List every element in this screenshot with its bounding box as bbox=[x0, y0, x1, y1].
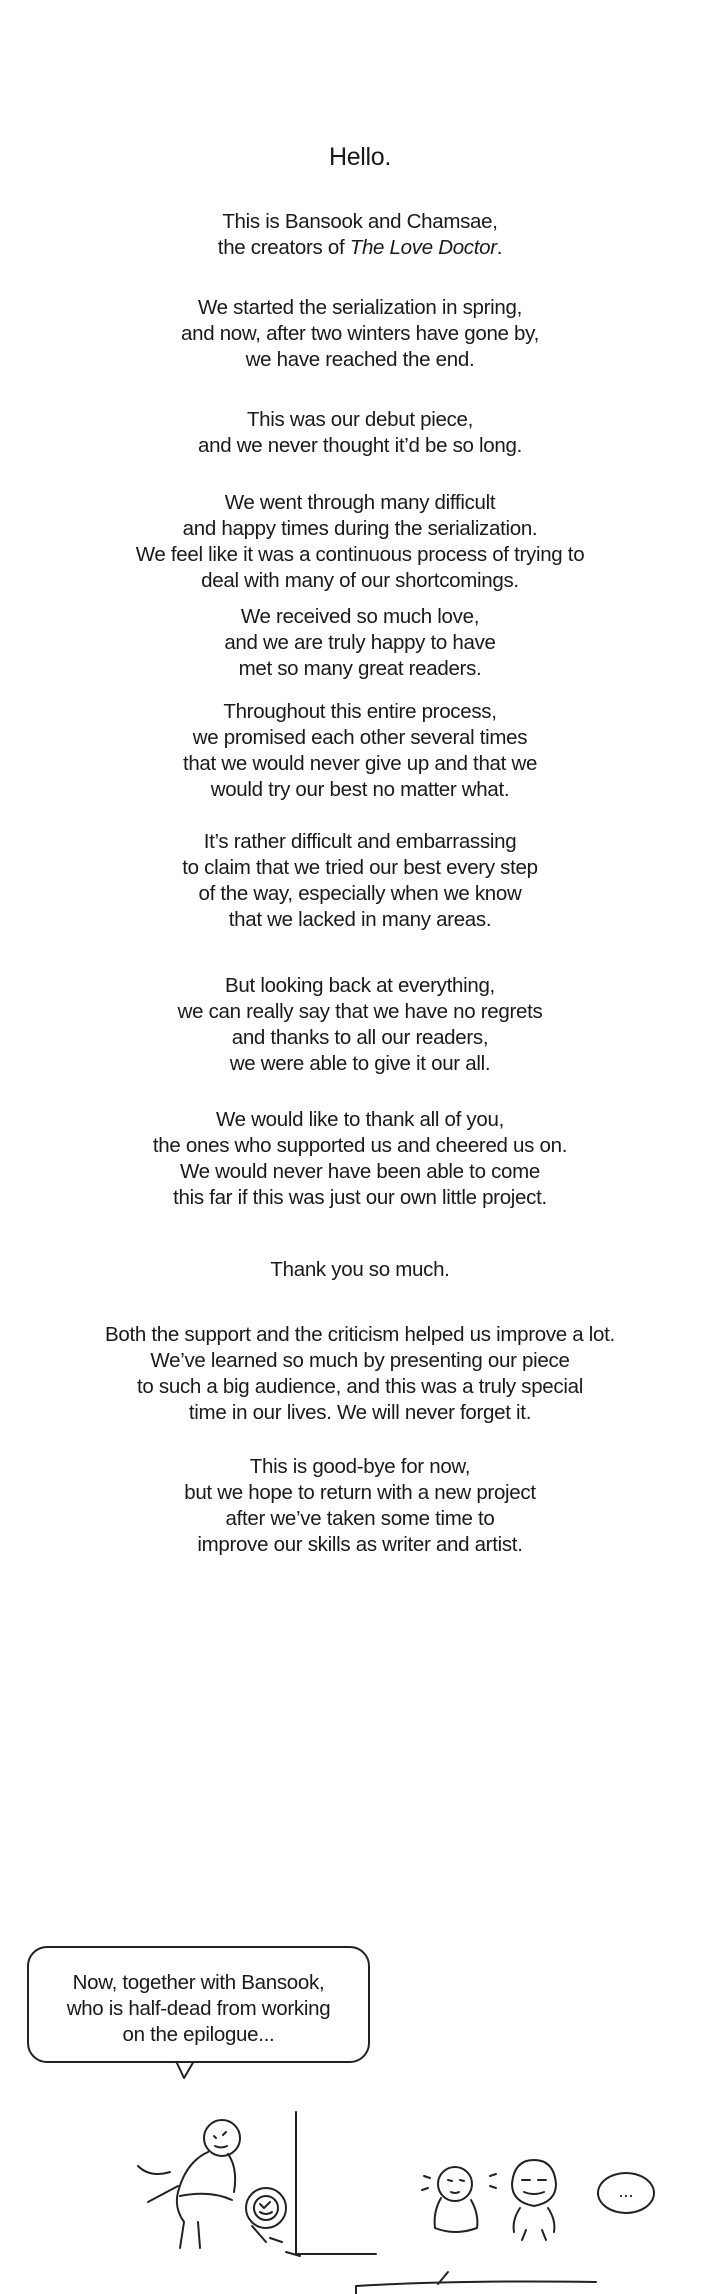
comic-title: The Love Doctor bbox=[349, 236, 497, 259]
text-line: This was our debut piece, bbox=[246, 408, 474, 431]
text-line: and happy times during the serialization. bbox=[182, 517, 538, 540]
text-line: to claim that we tried our best every step bbox=[182, 856, 538, 879]
paragraph-debut bbox=[0, 407, 720, 459]
text-line: we can really say that we have no regrets bbox=[177, 1000, 543, 1023]
text-line: Now, together with Bansook, bbox=[72, 1971, 325, 1994]
paragraph-support-criticism bbox=[0, 1322, 720, 1426]
text-line: would try our best no matter what. bbox=[210, 778, 510, 801]
paragraph-serialization bbox=[0, 295, 720, 373]
text-line: who is half-dead from working bbox=[66, 1997, 331, 2020]
text-line: that we would never give up and that we bbox=[182, 752, 538, 775]
text-line: and now, after two winters have gone by, bbox=[181, 322, 539, 345]
text-line: the ones who supported us and cheered us on. bbox=[152, 1134, 568, 1157]
text-line: We went through many difficult bbox=[224, 491, 496, 514]
text-line: We’ve learned so much by presenting our piece bbox=[150, 1349, 570, 1372]
text-line: that we lacked in many areas. bbox=[228, 908, 492, 931]
paragraph-thanks-readers bbox=[0, 1107, 720, 1211]
text-line: We started the serialization in spring, bbox=[197, 296, 523, 319]
text-line: But looking back at everything, bbox=[225, 974, 495, 997]
chamsae-character-icon bbox=[422, 2160, 556, 2240]
text-line: Throughout this entire process, bbox=[223, 700, 497, 723]
text-line: Both the support and the criticism helped us improve a lot. bbox=[105, 1323, 615, 1346]
text-line: This is good-bye for now, bbox=[249, 1455, 471, 1478]
text-line: This is Bansook and Chamsae, bbox=[222, 210, 498, 233]
text-line: but we hope to return with a new project bbox=[184, 1481, 536, 1504]
text-line: We received so much love, bbox=[240, 605, 480, 628]
text-line: time in our lives. We will never forget it. bbox=[188, 1401, 532, 1424]
paragraph-thank-you bbox=[0, 1257, 720, 1283]
speech-bubble bbox=[27, 1946, 370, 2063]
text-line: to such a big audience, and this was a truly special bbox=[137, 1375, 583, 1398]
paragraph-promise bbox=[0, 699, 720, 803]
text-line: We feel like it was a continuous process of trying to bbox=[135, 543, 585, 566]
text-line: It’s rather difficult and embarrassing bbox=[203, 830, 517, 853]
text-line: met so many great readers. bbox=[238, 657, 482, 680]
paragraph-goodbye bbox=[0, 1454, 720, 1558]
greeting-heading: Hello. bbox=[328, 143, 392, 171]
bansook-character-icon bbox=[138, 2120, 286, 2248]
text-line: We would like to thank all of you, bbox=[216, 1108, 504, 1131]
paragraph-difficult-times bbox=[0, 490, 720, 594]
text-line: deal with many of our shortcomings. bbox=[201, 569, 519, 592]
text-line: we promised each other several times bbox=[192, 726, 528, 749]
text-line: this far if this was just our own little project. bbox=[173, 1186, 547, 1209]
text-line: and we are truly happy to have bbox=[224, 631, 496, 654]
text-line: Thank you so much. bbox=[270, 1258, 450, 1281]
drawing-tablet-icon bbox=[286, 2112, 376, 2256]
text-line: on the epilogue... bbox=[122, 2023, 275, 2046]
text-line: and thanks to all our readers, bbox=[231, 1026, 489, 1049]
text-line: after we’ve taken some time to bbox=[225, 1507, 495, 1530]
text-line: of the way, especially when we know bbox=[198, 882, 522, 905]
text-line: we have reached the end. bbox=[245, 348, 475, 371]
text-line: and we never thought it’d be so long. bbox=[198, 434, 522, 457]
text-line: improve our skills as writer and artist. bbox=[197, 1533, 523, 1556]
text-line: we were able to give it our all. bbox=[229, 1052, 491, 1075]
ellipsis-bubble: ... bbox=[597, 2172, 655, 2214]
paragraph-love bbox=[0, 604, 720, 682]
text-line-credits: the creators of The Love Doctor. bbox=[217, 236, 503, 259]
paragraph-intro bbox=[0, 209, 720, 261]
paragraph-embarrassing bbox=[0, 829, 720, 933]
paragraph-no-regrets bbox=[0, 973, 720, 1077]
speech-bubble-text bbox=[29, 1970, 368, 2048]
text-line: We would never have been able to come bbox=[179, 1160, 541, 1183]
